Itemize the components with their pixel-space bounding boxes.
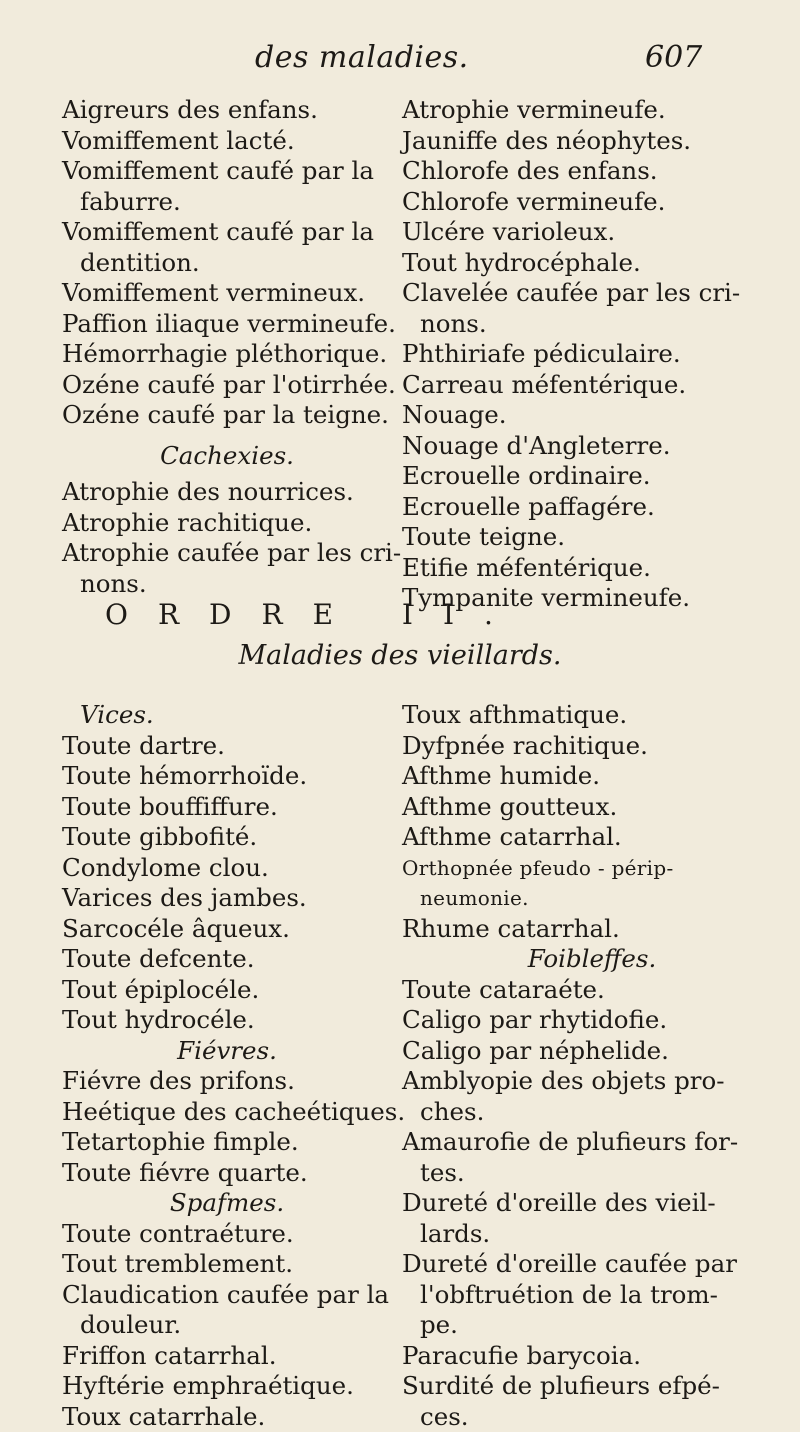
entry-line: Ozéne caufé par l'otirrhée. [62, 370, 392, 401]
entry-line: Toute hémorrhoïde. [62, 761, 392, 792]
entry-line: Toute cataraéte. [402, 975, 782, 1006]
entry-line: Tout hydrocéphale. [402, 248, 782, 279]
entry-line: dentition. [62, 248, 392, 279]
entry-line: Ecrouelle ordinaire. [402, 461, 782, 492]
entry-line: Varices des jambes. [62, 883, 392, 914]
entry-line: Phthiriafe pédiculaire. [402, 339, 782, 370]
entry-line: neumonie. [402, 883, 782, 914]
entry-line: Toute dartre. [62, 731, 392, 762]
entry-line: Toute contraéture. [62, 1219, 392, 1250]
entry-line: Orthopnée pfeudo - périp- [402, 853, 782, 884]
entry-line: Nouage d'Angleterre. [402, 431, 782, 462]
entry-line: Atrophie des nourrices. [62, 477, 392, 508]
entry-line: Toute teigne. [402, 522, 782, 553]
entry-line: Chlorofe vermineufe. [402, 187, 782, 218]
entry-line: lards. [402, 1219, 782, 1250]
entry-line: Vomiffement vermineux. [62, 278, 392, 309]
entry-line: Aigreurs des enfans. [62, 95, 392, 126]
order-heading: ORDRE II. [105, 598, 705, 631]
entry-line: Condylome clou. [62, 853, 392, 884]
entry-line: Dureté d'oreille caufée par [402, 1249, 782, 1280]
entry-line: Afthme humide. [402, 761, 782, 792]
entry-line: Atrophie rachitique. [62, 508, 392, 539]
entry-line: Hyftérie emphraétique. [62, 1371, 392, 1402]
entry-line: Tetartophie fimple. [62, 1127, 392, 1158]
page-number: 607 [645, 40, 702, 75]
entry-line: Caligo par néphelide. [402, 1036, 782, 1067]
entry-line: Caligo par rhytidofie. [402, 1005, 782, 1036]
entry-line: Amaurofie de plufieurs for- [402, 1127, 782, 1158]
entry-line: Vomiffement caufé par la [62, 217, 392, 248]
entry-line: Tout tremblement. [62, 1249, 392, 1280]
entry-line: nons. [402, 309, 782, 340]
entry-line: Sarcocéle âqueux. [62, 914, 392, 945]
entry-line: Toux afthmatique. [402, 700, 782, 731]
entry-line: l'obftruétion de la trom- [402, 1280, 782, 1311]
top-left-column [62, 95, 392, 599]
entry-line: Toute defcente. [62, 944, 392, 975]
entry-line: Fiévre des prifons. [62, 1066, 392, 1097]
entry-line: Afthme catarrhal. [402, 822, 782, 853]
entry-line: Toute bouffiffure. [62, 792, 392, 823]
entry-line: Friffon catarrhal. [62, 1341, 392, 1372]
entry-line: Jauniffe des néophytes. [402, 126, 782, 157]
entry-line: Nouage. [402, 400, 782, 431]
section-heading: Cachexies. [62, 441, 392, 472]
section-heading: Spafmes. [62, 1188, 392, 1219]
entry-line: nons. [62, 569, 392, 600]
entry-line: Paracufie barycoia. [402, 1341, 782, 1372]
entry-line: Vomiffement caufé par la [62, 156, 392, 187]
entry-line: Vomiffement lacté. [62, 126, 392, 157]
top-right-column [402, 95, 782, 614]
entry-line: Atrophie caufée par les cri- [62, 538, 392, 569]
entry-line: Atrophie vermineufe. [402, 95, 782, 126]
entry-line: Dureté d'oreille des vieil- [402, 1188, 782, 1219]
bottom-left-column [62, 700, 392, 1432]
entry-line: Paffion iliaque vermineufe. [62, 309, 392, 340]
entry-line: Ecrouelle paffagére. [402, 492, 782, 523]
section-heading: Foibleffes. [402, 944, 782, 975]
entry-line: ces. [402, 1402, 782, 1432]
section-heading: Fiévres. [62, 1036, 392, 1067]
entry-line: Dyfpnée rachitique. [402, 731, 782, 762]
entry-line: Rhume catarrhal. [402, 914, 782, 945]
entry-line: Chlorofe des enfans. [402, 156, 782, 187]
section-subtitle: Maladies des vieillards. [0, 640, 800, 671]
section-heading: Vices. [62, 700, 392, 731]
entry-line: Carreau méfentérique. [402, 370, 782, 401]
entry-line: Toux catarrhale. [62, 1402, 392, 1432]
running-header [0, 40, 800, 90]
entry-line: Tympanite vermineufe. [402, 583, 782, 614]
entry-line: tes. [402, 1158, 782, 1189]
entry-line: douleur. [62, 1310, 392, 1341]
entry-line: ches. [402, 1097, 782, 1128]
entry-line: Afthme goutteux. [402, 792, 782, 823]
entry-line: Toute gibbofité. [62, 822, 392, 853]
entry-line: Clavelée caufée par les cri- [402, 278, 782, 309]
entry-line: Ulcére varioleux. [402, 217, 782, 248]
entry-line: Claudication caufée par la [62, 1280, 392, 1311]
entry-line: Etifie méfentérique. [402, 553, 782, 584]
entry-line: Ozéne caufé par la teigne. [62, 400, 392, 431]
entry-line: Toute fiévre quarte. [62, 1158, 392, 1189]
entry-line: faburre. [62, 187, 392, 218]
entry-line: Surdité de plufieurs efpé- [402, 1371, 782, 1402]
entry-line: pe. [402, 1310, 782, 1341]
running-title: des maladies. [255, 40, 469, 75]
entry-line: Hémorrhagie pléthorique. [62, 339, 392, 370]
entry-line: Heétique des cacheétiques. [62, 1097, 392, 1128]
bottom-right-column [402, 700, 782, 1432]
entry-line: Amblyopie des objets pro- [402, 1066, 782, 1097]
entry-line: Tout hydrocéle. [62, 1005, 392, 1036]
entry-line: Tout épiplocéle. [62, 975, 392, 1006]
